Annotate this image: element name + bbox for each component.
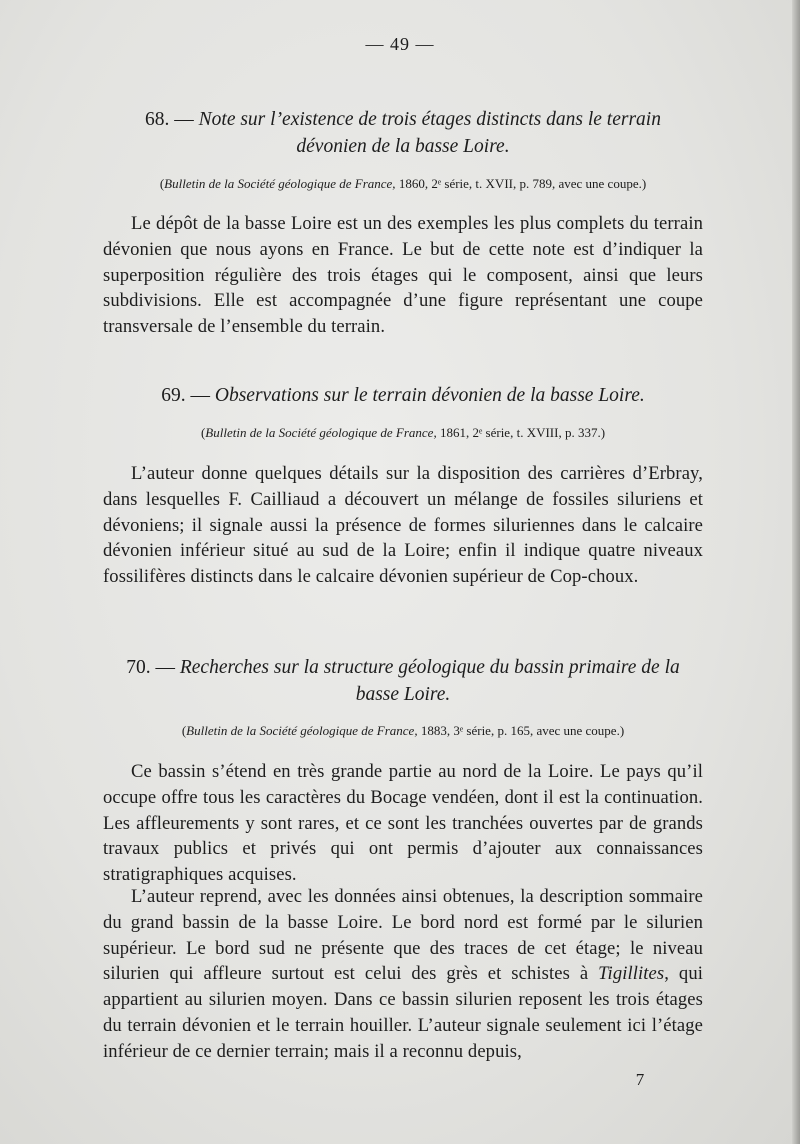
entry-title-line-1: Note sur l’existence de trois étages distincts dans le terrain — [198, 109, 661, 130]
page-number: — 49 — — [365, 34, 435, 54]
entry-number: 70. — — [126, 657, 175, 678]
paragraph-text: , qui appartient au silurien moyen. Dans ce bassin silurien reposent les trois étages du terrain dévonien et le terrain houiller. L’auteur signale seulement ici l’étage inférieur de ce dernier terrain; mais il a reconnu depuis, — [103, 963, 703, 1062]
entry-title-line-1: Observations sur le terrain dévonien de la basse Loire. — [214, 385, 645, 406]
citation-source: Bulletin de la Société géologique de France, — [164, 176, 396, 191]
paragraph-text: L’auteur reprend, avec les données ainsi obtenues, la description sommaire du grand bassin de la basse Loire. Le bord nord est formé par le silurien supérieur. Le bord sud ne présente que des traces de cet étage; le niveau silurien qui affleure surtout est celui des grès et schistes à — [103, 886, 703, 985]
citation-open: ( — [159, 176, 165, 191]
entry-69-citation — [103, 424, 703, 442]
entry-69-paragraph: L’auteur donne quelques détails sur la disposition des carrières d’Erbray, dans lesquelles F. Cailliaud a découvert un mélange de fossiles siluriens et dévoniens; il signale aussi la présence de formes siluriennes dans le calcaire dévonien inférieur situé au sud de la Loire; enfin il indique quatre niveaux fossilifères distincts dans le calcaire dévonien supérieur de Cop-choux. — [103, 463, 703, 588]
entry-70-paragraph-2 — [103, 884, 703, 1065]
entry-title-line-2: dévonien de la basse Loire. — [296, 136, 510, 157]
entry-number: 68. — — [145, 109, 194, 130]
entry-70-heading — [103, 654, 703, 708]
citation-details: 1860, 2ᵉ série, t. XVII, p. 789, avec une coupe.) — [395, 176, 647, 191]
entry-title-line-2: basse Loire. — [355, 684, 451, 705]
citation-details: 1861, 2ᵉ série, t. XVIII, p. 337.) — [436, 425, 606, 440]
entry-68-heading — [103, 106, 703, 160]
page-edge-shadow — [792, 0, 800, 1144]
entry-number: 69. — — [161, 385, 210, 406]
citation-details: 1883, 3ᵉ série, p. 165, avec une coupe.) — [417, 723, 625, 738]
paragraph-italic-term: Tigillites — [598, 963, 665, 985]
entry-68-paragraph: Le dépôt de la basse Loire est un des exemples les plus complets du terrain dévonien que nous ayons en France. Le but de cette note est d’indiquer la superposition régulière des trois étages qui le composent, ainsi que leurs subdivisions. Elle est accompagnée d’une figure représentant une coupe transversale de l’ensemble du terrain. — [103, 213, 703, 338]
entry-title-line-1: Recherches sur la structure géologique du bassin primaire de la — [179, 657, 680, 678]
citation-open: ( — [181, 723, 187, 738]
signature-mark: 7 — [635, 1070, 645, 1089]
entry-70-citation — [103, 722, 703, 740]
citation-open: ( — [200, 425, 206, 440]
entry-68-citation — [103, 175, 703, 193]
citation-source: Bulletin de la Société géologique de France, — [186, 723, 418, 738]
entry-70-paragraph-1: Ce bassin s’étend en très grande partie au nord de la Loire. Le pays qu’il occupe offre tous les caractères du Bocage vendéen, dont il est la continuation. Les affleurements y sont rares, et ce sont les tranchées ouvertes par de grands travaux publics et privés qui ont permis d’ajouter aux connaissances stratigraphiques acquises. — [103, 761, 703, 886]
entry-69-heading — [103, 382, 703, 409]
citation-source: Bulletin de la Société géologique de France, — [205, 425, 437, 440]
